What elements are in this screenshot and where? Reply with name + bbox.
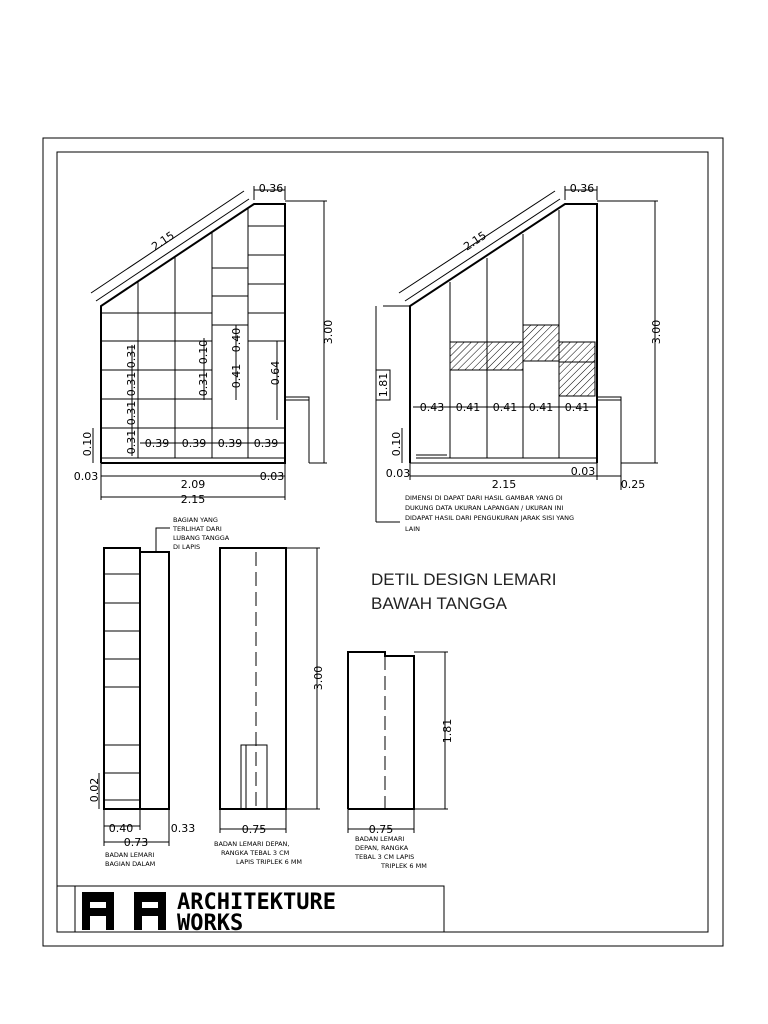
small-caption-line-2: DEPAN, RANGKA [355,844,409,852]
left-shelf-height-3: 0.31 [125,400,138,426]
elevation-right [376,186,658,522]
logo-mark [82,892,166,930]
front-caption-line-3: LAPIS TRIPLEK 6 MM [236,858,303,866]
small-caption-line-1: BADAN LEMARI [355,835,405,843]
right-slope-dim: 2.15 [461,228,489,254]
right-note-line-1: DIMENSI DI DAPAT DARI HASIL GAMBAR YANG DI [405,494,563,502]
left-top-width-dim: 0.36 [258,182,284,195]
left-column-width-1: 0.39 [144,437,170,450]
left-mid-c-dim: 0.41 [230,363,243,389]
left-base-width-dim: 2.09 [180,478,206,491]
left-mid-d-dim: 0.40 [230,327,243,353]
left-column-width-4: 0.39 [253,437,279,450]
right-height-dim: 3.00 [650,319,663,345]
left-shelf-height-1: 0.31 [125,343,138,369]
right-bottom-gap-dim: 0.10 [390,431,403,457]
left-shelf-height-4: 0.31 [125,429,138,455]
section-small [348,652,448,833]
right-side-right-dim: 0.03 [570,465,596,478]
front-caption-line-1: BADAN LEMARI DEPAN, [214,840,290,848]
right-note-line-4: LAIN [405,525,420,533]
inner-note-line-4: DI LAPIS [173,543,201,551]
inner-caption-line-1: BADAN LEMARI [105,851,155,859]
inner-caption-line-2: BAGIAN DALAM [105,860,156,868]
small-caption-line-4: TRIPLEK 6 MM [381,862,427,870]
front-width-dim: 0.75 [241,823,267,836]
left-mid-b-dim: 0.10 [197,339,210,365]
inner-note-line-3: LUBANG TANGGA [173,534,230,542]
right-side-left-dim: 0.03 [385,467,411,480]
section-inner [99,528,170,846]
left-side-right-dim: 0.03 [259,470,285,483]
left-column-width-2: 0.39 [181,437,207,450]
small-caption-line-3: TEBAL 3 CM LAPIS [355,853,415,861]
inner-note-line-2: TERLIHAT DARI [173,525,222,533]
inner-note-line-1: BAGIAN YANG [173,516,218,524]
logo-line-2: WORKS [177,911,244,936]
right-door-width-5: 0.41 [564,401,590,414]
left-overall-width-dim: 2.15 [180,493,206,506]
drawing-title-line-2: BAWAH TANGGA [371,594,508,613]
left-right-height-dim: 0.64 [269,360,282,386]
right-door-width-3: 0.41 [492,401,518,414]
section-front [220,548,320,833]
right-note-line-3: DIDAPAT HASIL DARI PENGUKURAN JARAK SISI YANG [405,514,575,522]
left-height-dim: 3.00 [322,319,335,345]
right-door-width-2: 0.41 [455,401,481,414]
left-slope-dim: 2.15 [149,228,177,254]
inner-depth-a-dim: 0.40 [108,822,134,835]
right-top-width-dim: 0.36 [569,182,595,195]
logo-line-1: ARCHITEKTURE [177,890,336,915]
inner-border [57,152,708,932]
left-shelf-height-2: 0.31 [125,371,138,397]
right-door-width-1: 0.43 [419,401,445,414]
left-side-left-dim: 0.03 [73,470,99,483]
small-height-dim: 1.81 [441,718,454,744]
inner-depth-total-dim: 0.73 [123,836,149,849]
front-height-dim: 3.00 [312,665,325,691]
front-caption-line-2: RANGKA TEBAL 3 CM [221,849,290,857]
right-door-width-4: 0.41 [528,401,554,414]
right-step-depth-dim: 0.25 [620,478,646,491]
right-overall-width-dim: 2.15 [491,478,517,491]
drawing-title-line-1: DETIL DESIGN LEMARI [371,570,557,589]
inner-depth-b-dim: 0.33 [170,822,196,835]
inner-bottom-dim: 0.02 [88,777,101,803]
right-note-line-2: DUKUNG DATA UKURAN LAPANGAN / UKURAN INI [405,504,564,512]
left-column-width-3: 0.39 [217,437,243,450]
small-width-dim: 0.75 [368,823,394,836]
left-bottom-gap-dim: 0.10 [81,431,94,457]
left-mid-a-dim: 0.31 [197,371,210,397]
right-left-height-dim: 1.81 [377,372,390,398]
